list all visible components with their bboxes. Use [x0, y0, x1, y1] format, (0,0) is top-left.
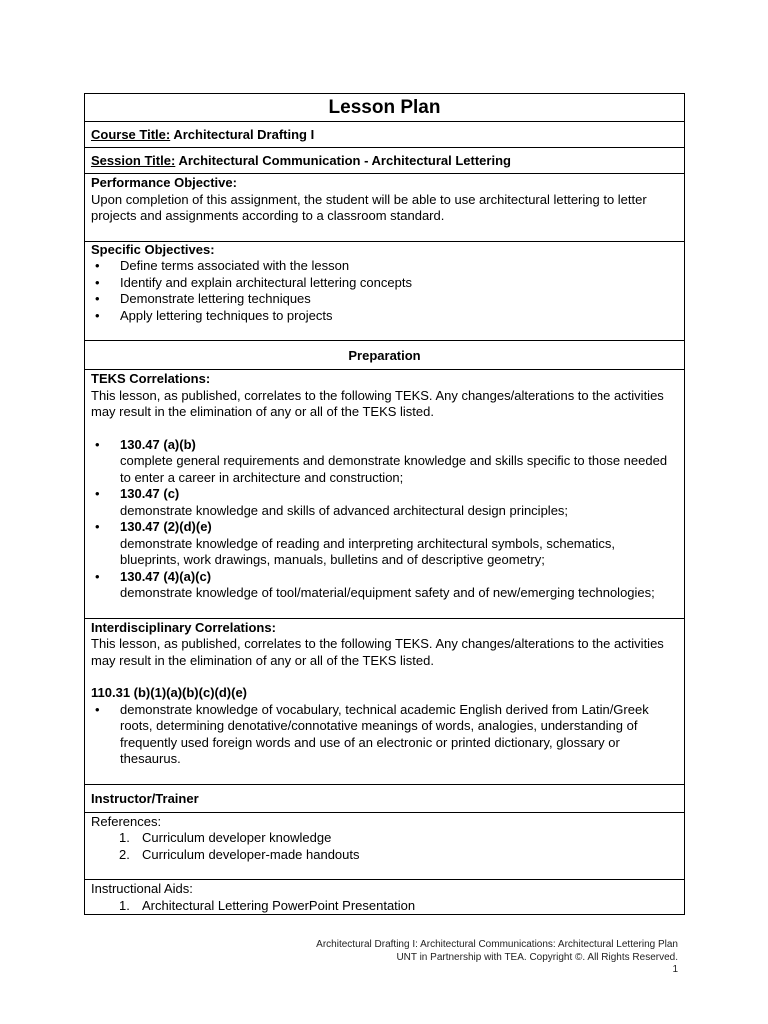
instructional-aids-section: [85, 880, 684, 914]
course-title-label: Course Title:: [91, 127, 171, 142]
performance-objective-heading: Performance Objective:: [91, 175, 237, 190]
teks-intro: This lesson, as published, correlates to the following TEKS. Any changes/alterations to the activities may result in the elimination of any or all of the TEKS listed.: [91, 387, 664, 419]
list-item: [91, 519, 678, 569]
lesson-plan-table: [84, 93, 685, 915]
interdisciplinary-code: 110.31 (b)(1)(a)(b)(c)(d)(e): [91, 685, 248, 700]
page-footer: [316, 939, 678, 977]
teks-code: • 130.47 (a)(b): [120, 436, 196, 452]
teks-desc: demonstrate knowledge of reading and interpreting architectural symbols, schematics, blueprints, work drawings, manuals, bulletins and of descriptive geometry;: [120, 535, 615, 567]
interdisciplinary-list: [91, 702, 678, 768]
course-title-row: [85, 122, 684, 148]
instructional-aids-label: Instructional Aids:: [91, 881, 193, 896]
teks-code: • 130.47 (c): [120, 486, 180, 501]
specific-objectives-section: [85, 242, 684, 342]
list-item: • Define terms associated with the lesson: [91, 258, 678, 275]
page-title: Lesson Plan: [85, 94, 684, 122]
list-item: [91, 486, 678, 519]
list-item: 2. Curriculum developer-made handouts: [119, 846, 360, 862]
teks-list: [91, 437, 678, 602]
interdisciplinary-section: [85, 619, 684, 785]
session-title-value: Architectural Communication - Architectural Lettering: [178, 153, 511, 168]
page-number: 1: [672, 964, 678, 975]
specific-objectives-heading: Specific Objectives:: [91, 241, 215, 257]
performance-objective-text: Upon completion of this assignment, the student will be able to use architectural lettering to letter projects and assignments according to a classroom standard.: [91, 191, 647, 223]
teks-desc: complete general requirements and demonstrate knowledge and skills specific to those needed to enter a career in architecture and construction;: [120, 453, 668, 485]
instructor-heading: Instructor/Trainer: [85, 785, 684, 813]
teks-heading: TEKS Correlations:: [91, 371, 211, 386]
references-section: [85, 813, 684, 881]
specific-objectives-list: [91, 258, 678, 324]
list-item: • Demonstrate lettering techniques: [91, 291, 678, 308]
list-item: • Apply lettering techniques to projects: [91, 308, 678, 325]
session-title-row: [85, 148, 684, 174]
interdisciplinary-heading: Interdisciplinary Correlations:: [91, 619, 276, 635]
list-item: [91, 437, 678, 487]
teks-desc: demonstrate knowledge of tool/material/equipment safety and of new/emerging technologies;: [120, 585, 655, 600]
interdisciplinary-intro: This lesson, as published, correlates to the following TEKS. Any changes/alterations to the activities may result in the elimination of any or all of the TEKS listed.: [91, 636, 664, 668]
teks-desc: demonstrate knowledge and skills of advanced architectural design principles;: [120, 502, 569, 518]
list-item: • demonstrate knowledge of vocabulary, technical academic English derived from Latin/Greek roots, determining denotative/connotative meanings of words, analogies, understanding of frequently used foreign words and use of an electronic or printed dictionary, glossary or thesaurus.: [91, 702, 678, 768]
list-item: 1. Architectural Lettering PowerPoint Presentation: [119, 897, 416, 913]
teks-correlations-section: [85, 370, 684, 619]
references-label: References:: [91, 813, 162, 829]
instructional-aids-list: [91, 898, 678, 915]
teks-code: • 130.47 (4)(a)(c): [120, 568, 212, 584]
course-title-value: Architectural Drafting I: [173, 127, 315, 142]
list-item: • Identify and explain architectural lettering concepts: [91, 275, 678, 292]
footer-line-2: UNT in Partnership with TEA. Copyright ©. All Rights Reserved.: [396, 951, 678, 963]
list-item: [91, 569, 678, 602]
references-list: [91, 830, 678, 863]
performance-objective-section: [85, 174, 684, 242]
list-item: 1. Curriculum developer knowledge: [119, 830, 332, 845]
session-title-label: Session Title:: [91, 153, 176, 168]
footer-line-1: Architectural Drafting I: Architectural Communications: Architectural Lettering Plan: [316, 939, 678, 950]
preparation-heading: Preparation: [85, 341, 684, 370]
teks-code: • 130.47 (2)(d)(e): [120, 519, 212, 534]
